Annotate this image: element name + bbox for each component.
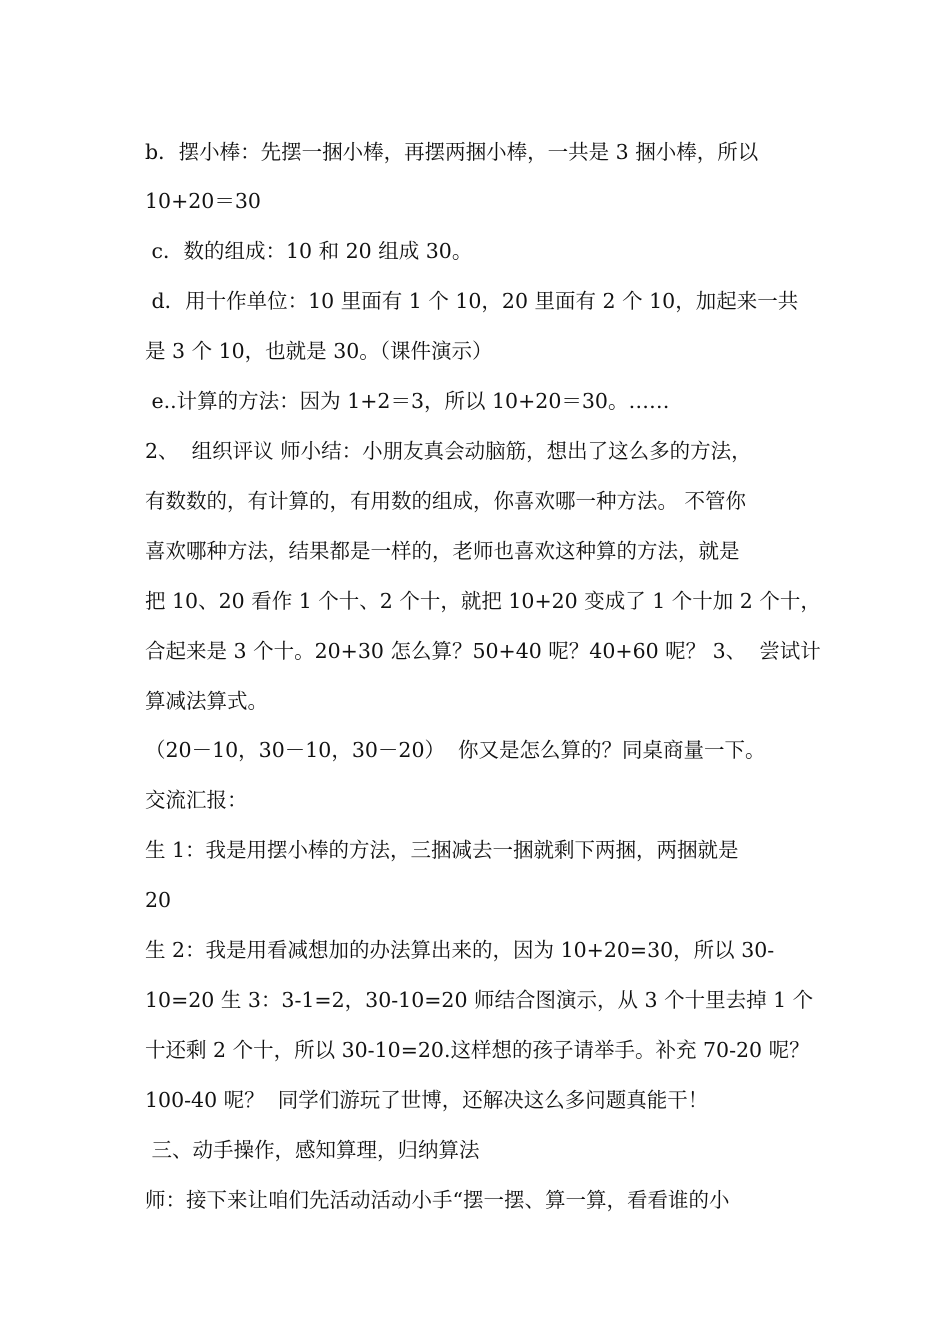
- text-line-20: 100-40 呢？ 同学们游玩了世博，还解决这么多问题真能干！: [145, 1088, 709, 1112]
- text-line-21: 三、动手操作，感知算理，归纳算法: [145, 1138, 480, 1162]
- text-line-18: 10=20 生 3：3-1=2，30-10=20 师结合图演示，从 3 个十里去掉 1 个: [145, 988, 814, 1012]
- text-line-10: 把 10、20 看作 1 个十、2 个十，就把 10+20 变成了 1 个十加 2 个十，: [145, 589, 821, 613]
- text-line-6: e..计算的方法：因为 1+2＝3，所以 10+20＝30。……: [145, 389, 670, 413]
- text-line-4: d．用十作单位：10 里面有 1 个 10，20 里面有 2 个 10，加起来一共: [145, 289, 799, 313]
- text-line-17: 生 2：我是用看减想加的办法算出来的，因为 10+20=30，所以 30-: [145, 938, 775, 962]
- text-line-12: 算减法算式。: [145, 689, 268, 713]
- text-line-11: 合起来是 3 个十。20+30 怎么算？50+40 呢？40+60 呢？ 3、 尝试计: [145, 639, 821, 663]
- text-line-2: 10+20＝30: [145, 189, 261, 213]
- text-line-5: 是 3 个 10，也就是 30。（课件演示）: [145, 339, 493, 363]
- text-line-14: 交流汇报：: [145, 788, 248, 812]
- text-line-13: （20－10，30－10，30－20） 你又是怎么算的？同桌商量一下。: [145, 738, 766, 762]
- text-line-8: 有数数的，有计算的，有用数的组成，你喜欢哪一种方法。 不管你: [145, 489, 747, 513]
- text-line-19: 十还剩 2 个十，所以 30-10=20.这样想的孩子请举手。补充 70-20 呢？: [145, 1038, 810, 1062]
- text-line-3: c．数的组成：10 和 20 组成 30。: [145, 239, 473, 263]
- text-line-7: 2、 组织评议 师小结：小朋友真会动脑筋，想出了这么多的方法，: [145, 439, 752, 463]
- text-line-15: 生 1：我是用摆小棒的方法，三捆减去一捆就剩下两捆，两捆就是: [145, 838, 739, 862]
- text-line-9: 喜欢哪种方法，结果都是一样的，老师也喜欢这种算的方法，就是: [145, 539, 740, 563]
- text-line-22: 师：接下来让咱们先活动活动小手“摆一摆、算一算，看看谁的小: [145, 1188, 730, 1212]
- text-line-1: b．摆小棒：先摆一捆小棒，再摆两捆小棒，一共是 3 捆小棒，所以: [145, 140, 759, 164]
- text-line-16: 20: [145, 888, 172, 912]
